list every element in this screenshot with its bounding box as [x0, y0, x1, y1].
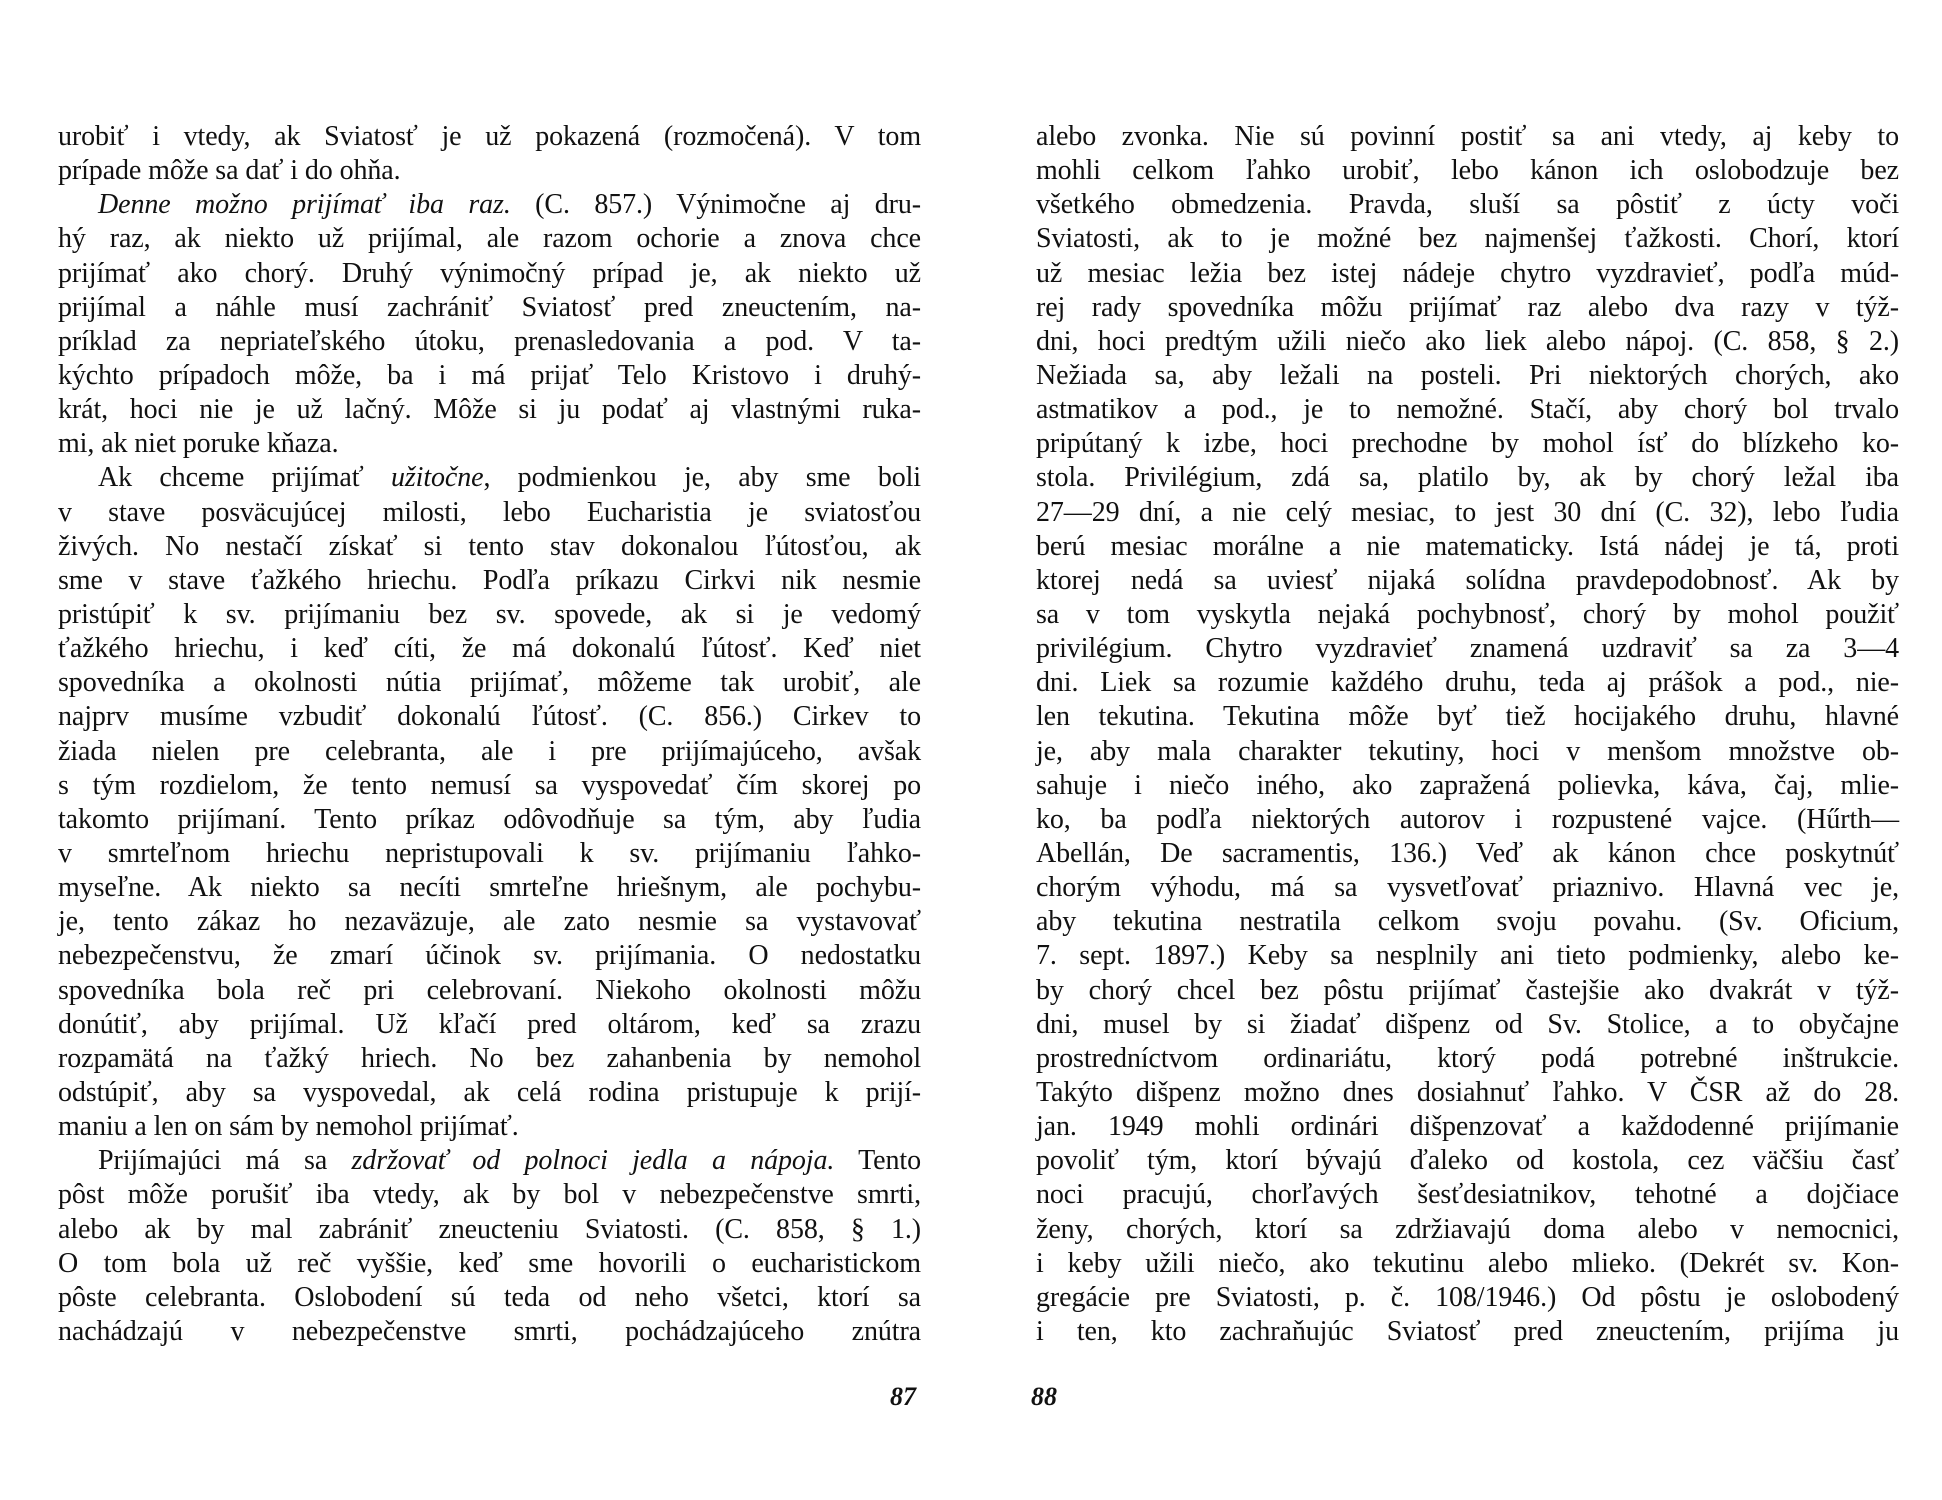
text-line: Takýto dišpenz možno dnes dosiahnuť ľahko. V ČSR až do 28. [1036, 1076, 1899, 1108]
text-line: maniu a len on sám by nemohol prijímať. [58, 1111, 519, 1143]
text-line: donútiť, aby prijímal. Už kľačí pred oltárom, keď sa zrazu [58, 1008, 921, 1040]
text-line: Nežiada sa, aby ležali na posteli. Pri niektorých chorých, ako [1036, 359, 1899, 391]
text-line: rozpamätá na ťažký hriech. No bez zahanbenia by nemohol [58, 1042, 921, 1074]
text-line: alebo ak by mal zabrániť zneucteniu Sviatosti. (C. 858, § 1.) [58, 1213, 921, 1245]
text-line: noci pracujú, chorľavých šesťdesiatnikov, tehotné a dojčiace [1036, 1179, 1899, 1211]
text-line: i keby užili niečo, ako tekutinu alebo mlieko. (Dekrét sv. Kon- [1036, 1247, 1899, 1279]
text-line: ženy, chorých, ktorí sa zdržiavajú doma alebo v nemocnici, [1036, 1213, 1899, 1245]
text-line: urobiť i vtedy, ak Sviatosť je už pokazená (rozmočená). V tom [58, 121, 921, 152]
text-line: myseľne. Ak niekto sa necíti smrteľne hriešnym, ale pochybu- [58, 872, 921, 904]
text-line: aby tekutina nestratila celkom svoju povahu. (Sv. Oficium, [1036, 906, 1899, 938]
text-line: Sviatosti, ak to je možné bez najmenšej ťažkosti. Chorí, ktorí [1036, 223, 1899, 255]
text-line: pristúpiť k sv. prijímaniu bez sv. spovede, ak si je vedomý [58, 598, 921, 630]
text-line: odstúpiť, aby sa vyspovedal, ak celá rodina pristupuje k prijí- [58, 1076, 921, 1108]
text-line: kýchto prípadoch môže, ba i má prijať Telo Kristovo i druhý- [58, 359, 921, 391]
text-line: by chorý chcel bez pôstu prijímať častejšie ako dvakrát v týž- [1036, 974, 1899, 1006]
text-line: krát, hoci nie je už lačný. Môže si ju podať aj vlastnými ruka- [58, 394, 921, 426]
text-line: Abellán, De sacramentis, 136.) Veď ak kánon chce poskytnúť [1036, 837, 1899, 869]
text-line: ktorej nedá sa uviesť nijaká solídna pravdepodobnosť. Ak by [1036, 564, 1899, 596]
text-line: sme v stave ťažkého hriechu. Podľa príkazu Cirkvi nik nesmie [58, 564, 921, 596]
text-line: už mesiac ležia bez istej nádeje chytro vyzdravieť, podľa múd- [1036, 257, 1899, 289]
text-line: dni. Liek sa rozumie každého druhu, teda aj prášok a pod., nie- [1036, 667, 1899, 699]
text-line: je, tento zákaz ho nezaväzuje, ale zato nesmie sa vystavovať [58, 906, 921, 938]
text-line: 7. sept. 1897.) Keby sa nesplnily ani tieto podmienky, alebo ke- [1036, 940, 1899, 972]
text-line: O tom bola už reč vyššie, keď sme hovorili o eucharistickom [58, 1247, 921, 1279]
text-line: v stave posväcujúcej milosti, lebo Eucharistia je sviatosťou [58, 496, 921, 528]
text-line: pôst môže porušiť iba vtedy, ak by bol v nebezpečenstve smrti, [58, 1179, 921, 1211]
text-line: žiada nielen pre celebranta, ale i pre prijímajúceho, avšak [58, 735, 921, 767]
text-line: takomto prijímaní. Tento príkaz odôvodňuje sa tým, aby ľudia [58, 803, 921, 835]
page-number-left: 87 [890, 1382, 916, 1411]
text-line: mohli celkom ľahko urobiť, lebo kánon ich oslobodzuje bez [1036, 155, 1899, 187]
text-line: prípade môže sa dať i do ohňa. [58, 155, 401, 187]
text-line: rej rady spovedníka môžu prijímať raz alebo dva razy v týž- [1036, 291, 1899, 323]
text-line: pripútaný k izbe, hoci prechodne by mohol ísť do blízkeho ko- [1036, 428, 1899, 460]
text-line: astmatikov a pod., je to nemožné. Stačí, aby chorý bol trvalo [1036, 394, 1899, 426]
text-line: najprv musíme vzbudiť dokonalú ľútosť. (C. 856.) Cirkev to [58, 701, 921, 733]
text-line: dni, musel by si žiadať dišpenz od Sv. Stolice, a to obyčajne [1036, 1008, 1899, 1040]
text-line: nebezpečenstvu, že zmarí účinok sv. prijímania. O nedostatku [58, 940, 921, 972]
text-line: prostredníctvom ordinariátu, ktorý podá potrebné inštrukcie. [1036, 1042, 1899, 1074]
text-line: sa v tom vyskytla nejaká pochybnosť, chorý by mohol použiť [1036, 598, 1899, 630]
text-line: alebo zvonka. Nie sú povinní postiť sa ani vtedy, aj keby to [1036, 121, 1899, 152]
text-line: Prijímajúci má sa zdržovať od polnoci jedla a nápoja. Tento [98, 1145, 921, 1177]
text-line: prijímal a náhle musí zachrániť Sviatosť pred zneuctením, na- [58, 291, 921, 323]
text-line: 27—29 dní, a nie celý mesiac, to jest 30 dní (C. 32), lebo ľudia [1036, 496, 1899, 528]
text-line: mi, ak niet poruke kňaza. [58, 428, 339, 460]
text-line: spovedníka bola reč pri celebrovaní. Niekoho okolnosti môžu [58, 974, 921, 1006]
text-line: chorým výhodu, má sa vysvetľovať priaznivo. Hlavná vec je, [1036, 872, 1899, 904]
text-line: i ten, kto zachraňujúc Sviatosť pred zneuctením, prijíma ju [1036, 1315, 1899, 1347]
text-line: sahuje i niečo iného, ako zapražená polievka, káva, čaj, mlie- [1036, 769, 1899, 801]
text-line: povoliť tým, ktorí bývajú ďaleko od kostola, cez väčšiu časť [1036, 1145, 1899, 1177]
text-line: príklad za nepriateľského útoku, prenasledovania a pod. V ta- [58, 325, 921, 357]
text-line: pôste celebranta. Oslobodení sú teda od neho všetci, ktorí sa [58, 1281, 921, 1313]
text-line: privilégium. Chytro vyzdravieť znamená uzdraviť sa za 3—4 [1036, 633, 1899, 665]
text-line: spovedníka a okolnosti nútia prijímať, môžeme tak urobiť, ale [58, 667, 921, 699]
text-line: v smrteľnom hriechu nepristupovali k sv. prijímaniu ľahko- [58, 837, 921, 869]
page-number-right: 88 [1031, 1382, 1057, 1411]
text-line: ťažkého hriechu, i keď cíti, že má dokonalú ľútosť. Keď niet [58, 633, 921, 665]
right-page-text [1036, 120, 1899, 1349]
text-line: je, aby mala charakter tekutiny, hoci v menšom množstve ob- [1036, 735, 1899, 767]
text-line: Ak chceme prijímať užitočne, podmienkou je, aby sme boli [98, 462, 921, 494]
text-line: živých. No nestačí získať si tento stav dokonalou ľútosťou, ak [58, 530, 921, 562]
text-line: len tekutina. Tekutina môže byť tiež hocijakého druhu, hlavné [1036, 701, 1899, 733]
text-line: dni, hoci predtým užili niečo ako liek alebo nápoj. (C. 858, § 2.) [1036, 325, 1899, 357]
text-line: hý raz, ak niekto už prijímal, ale razom ochorie a znova chce [58, 223, 921, 255]
text-line: s tým rozdielom, že tento nemusí sa vyspovedať čím skorej po [58, 769, 921, 801]
text-line: jan. 1949 mohli ordinári dišpenzovať a každodenné prijímanie [1036, 1111, 1899, 1143]
left-page-text [58, 120, 921, 1349]
text-line: Denne možno prijímať iba raz. (C. 857.) Výnimočne aj dru- [98, 189, 921, 221]
text-line: prijímať ako chorý. Druhý výnimočný prípad je, ak niekto už [58, 257, 921, 289]
text-line: ko, ba podľa niektorých autorov i rozpustené vajce. (Hűrth— [1036, 803, 1899, 835]
text-line: gregácie pre Sviatosti, p. č. 108/1946.) Od pôstu je oslobodený [1036, 1281, 1899, 1313]
text-line: všetkého obmedzenia. Pravda, sluší sa pôstiť z úcty voči [1036, 189, 1899, 221]
text-line: stola. Privilégium, zdá sa, platilo by, ak by chorý ležal iba [1036, 462, 1899, 494]
text-line: nachádzajú v nebezpečenstve smrti, pochádzajúceho znútra [58, 1315, 921, 1347]
text-line: berú mesiac morálne a nie matematicky. Istá nádej je tá, proti [1036, 530, 1899, 562]
